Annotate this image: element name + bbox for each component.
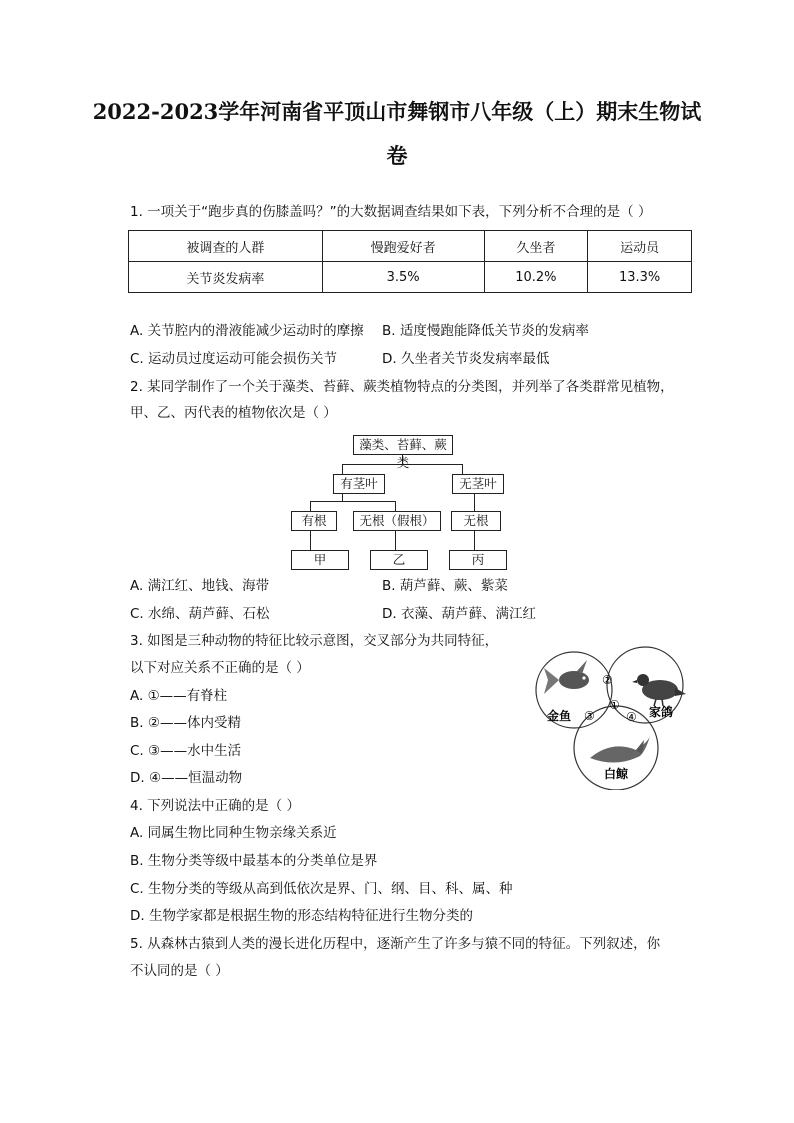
diagram-jia-box: 甲 — [291, 550, 349, 570]
diagram-no-stem-leaf-box: 无茎叶 — [452, 474, 504, 494]
q3-option-a: A. ①——有脊柱 — [130, 688, 228, 704]
q1-option-c: C. 运动员过度运动可能会损伤关节 — [130, 351, 338, 367]
q5-stem-line1: 5. 从森林古猿到人类的漫长进化历程中，逐渐产生了许多与猿不同的特征。下列叙述，你 — [130, 936, 661, 952]
q1-option-d: D. 久坐者关节炎发病率最低 — [382, 351, 550, 367]
table-row — [129, 262, 692, 293]
table-row — [129, 231, 692, 262]
q4-option-d: D. 生物学家都是根据生物的形态结构特征进行生物分类的 — [130, 908, 473, 924]
region-1-label: ② — [602, 673, 613, 687]
region-center-label: ① — [609, 698, 620, 712]
q3-option-d: D. ④——恒温动物 — [130, 770, 243, 786]
q2-option-a: A. 满江红、地钱、海带 — [130, 578, 270, 594]
table-row-label: 关节炎发病率 — [129, 262, 323, 293]
diagram-no-root-fake-box: 无根（假根） — [353, 511, 441, 531]
table-header-cell: 久坐者 — [484, 231, 588, 262]
diagram-has-stem-leaf-box: 有茎叶 — [333, 474, 385, 494]
q2-classification-diagram — [280, 434, 520, 574]
q1-survey-table — [128, 230, 692, 293]
q4-option-c: C. 生物分类的等级从高到低依次是界、门、纲、目、科、属、种 — [130, 881, 513, 897]
q3-option-c: C. ③——水中生活 — [130, 743, 242, 759]
goldfish-label: 金鱼 — [547, 709, 572, 723]
table-header-cell: 慢跑爱好者 — [322, 231, 484, 262]
pigeon-icon — [632, 674, 686, 706]
exam-title-line1: 2022-2023学年河南省平顶山市舞钢市八年级（上）期末生物试 — [92, 99, 702, 124]
q1-stem: 1. 一项关于“跑步真的伤膝盖吗？”的大数据调查结果如下表，下列分析不合理的是（ ） — [130, 204, 652, 220]
q1-option-b: B. 适度慢跑能降低关节炎的发病率 — [382, 323, 589, 339]
q2-option-d: D. 衣藻、葫芦藓、满江红 — [382, 606, 536, 622]
beluga-icon — [590, 736, 650, 763]
q3-stem-line2: 以下对应关系不正确的是（ ） — [130, 660, 310, 676]
goldfish-icon — [544, 660, 589, 694]
q3-option-b: B. ②——体内受精 — [130, 715, 241, 731]
venn-svg — [532, 640, 702, 790]
table-cell: 10.2% — [484, 262, 588, 293]
q4-stem: 4. 下列说法中正确的是（ ） — [130, 798, 300, 814]
table-cell: 13.3% — [588, 262, 692, 293]
q1-option-a: A. 关节腔内的滑液能减少运动时的摩擦 — [130, 323, 364, 339]
table-cell: 3.5% — [322, 262, 484, 293]
table-header-cell: 运动员 — [588, 231, 692, 262]
q2-stem-line1: 2. 某同学制作了一个关于藻类、苔藓、蕨类植物特点的分类图，并列举了各类群常见植物， — [130, 379, 674, 395]
diagram-has-root-box: 有根 — [291, 511, 337, 531]
pigeon-label: 家鸽 — [649, 705, 674, 719]
beluga-label: 白鲸 — [604, 767, 629, 781]
q3-stem-line1: 3. 如图是三种动物的特征比较示意图，交叉部分为共同特征， — [130, 633, 499, 649]
table-header-cell: 被调查的人群 — [129, 231, 323, 262]
q4-option-a: A. 同属生物比同种生物亲缘关系近 — [130, 825, 337, 841]
region-3-label: ③ — [584, 709, 595, 723]
q2-stem-line2: 甲、乙、丙代表的植物依次是（ ） — [130, 405, 337, 421]
diagram-yi-box: 乙 — [370, 550, 428, 570]
q5-stem-line2: 不认同的是（ ） — [130, 963, 229, 979]
q2-option-b: B. 葫芦藓、蕨、紫菜 — [382, 578, 508, 594]
exam-title-line2: 卷 — [386, 143, 408, 168]
q3-venn-diagram — [532, 640, 702, 790]
diagram-no-root-box: 无根 — [451, 511, 501, 531]
diagram-bing-box: 丙 — [449, 550, 507, 570]
q2-option-c: C. 水绵、葫芦藓、石松 — [130, 606, 270, 622]
q4-option-b: B. 生物分类等级中最基本的分类单位是界 — [130, 853, 378, 869]
diagram-root-box: 藻类、苔藓、蕨类 — [353, 435, 453, 455]
region-4-label: ④ — [626, 710, 637, 724]
